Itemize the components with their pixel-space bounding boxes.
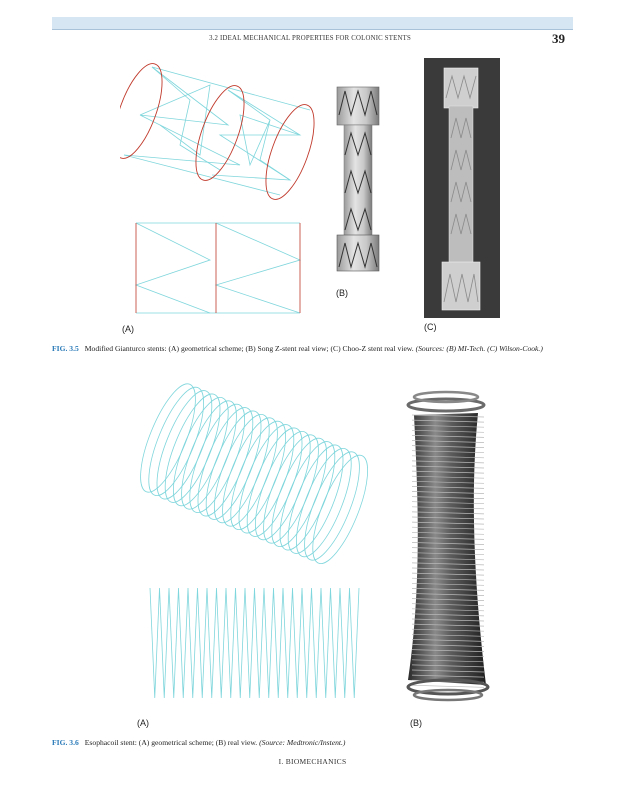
coil-turn <box>140 381 215 502</box>
fig-3-5-label-b: (B) <box>336 288 348 298</box>
ring-hoops <box>120 58 324 205</box>
coil-3d-wireframe <box>140 378 379 570</box>
fig-3-5-label-c: (C) <box>424 322 437 332</box>
fig-3-5-song-zstent-photo <box>333 85 383 275</box>
fig-3-6-caption-source: (Source: Medtronic/Instent.) <box>259 738 346 747</box>
fig-3-5-number: FIG. 3.5 <box>52 344 79 353</box>
fig-3-5-caption-text: Modified Gianturco stents: (A) geometrical scheme; (B) Song Z-stent real view; (C) Choo-Z stent real view. <box>84 344 414 353</box>
running-head: 3.2 IDEAL MECHANICAL PROPERTIES FOR COLONIC STENTS <box>209 35 411 42</box>
fig-3-5-caption <box>52 344 573 355</box>
coil-flat-scheme <box>150 588 359 698</box>
fig-3-5-caption-source: (Sources: (B) MI-Tech. (C) Wilson-Cook.) <box>415 344 543 353</box>
fig-3-6-caption-text: Esophacoil stent: (A) geometrical scheme; (B) real view. <box>84 738 258 747</box>
coil-zigzag <box>150 588 359 698</box>
header-band <box>52 17 573 30</box>
zstent-flat-scheme <box>136 223 300 313</box>
fig-3-6-label-a: (A) <box>137 718 149 728</box>
footer-section: I. BIOMECHANICS <box>278 757 347 766</box>
zstent-3d-wireframe <box>124 67 310 195</box>
fig-3-5-label-a: (A) <box>122 324 134 334</box>
fig-3-6-label-b: (B) <box>410 718 422 728</box>
coil-ring <box>412 685 484 687</box>
fig-3-6-scheme <box>140 378 380 708</box>
fig-3-5-scheme <box>120 55 330 320</box>
fig-3-6-caption <box>52 738 573 749</box>
fig-3-5-chooz-stent-photo <box>424 58 500 318</box>
fig-3-6-number: FIG. 3.6 <box>52 738 79 747</box>
fig-3-6-esophacoil-photo <box>400 385 500 705</box>
page-number: 39 <box>552 31 565 46</box>
